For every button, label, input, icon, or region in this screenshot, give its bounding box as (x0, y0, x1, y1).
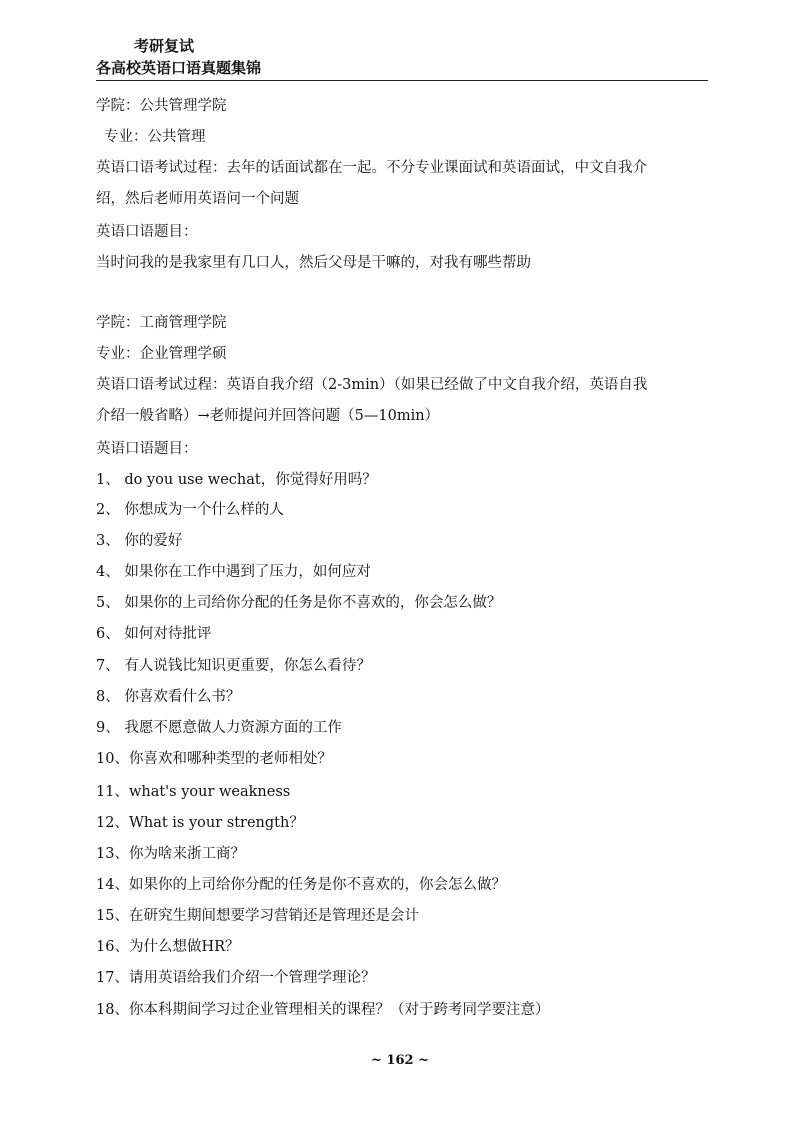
section1-topics-label: 英语口语题目： (96, 224, 198, 240)
question-item: 8、 你喜欢看什么书？ (96, 689, 241, 705)
question-item: 14、如果你的上司给你分配的任务是你不喜欢的，你会怎么做？ (96, 877, 506, 893)
question-item: 16、为什么想做HR？ (96, 939, 240, 955)
section2-process-line1: 英语口语考试过程：英语自我介绍（2-3min）（如果已经做了中文自我介绍，英语自我 (96, 377, 648, 393)
question-item: 11、what's your weakness (96, 784, 291, 800)
question-item: 15、在研究生期间想要学习营销还是管理还是会计 (96, 908, 419, 924)
header-title: 考研复试 (134, 37, 195, 55)
question-item: 1、 do you use wechat，你觉得好用吗？ (96, 472, 377, 488)
question-item: 9、 我愿不愿意做人力资源方面的工作 (96, 720, 342, 736)
section1-process-line1: 英语口语考试过程：去年的话面试都在一起。不分专业课面试和英语面试，中文自我介 (96, 160, 647, 176)
question-item: 7、 有人说钱比知识更重要，你怎么看待？ (96, 658, 371, 674)
question-item: 4、 如果你在工作中遇到了压力，如何应对 (96, 564, 371, 580)
question-item: 10、你喜欢和哪种类型的老师相处？ (96, 751, 332, 767)
section2-topics-label: 英语口语题目： (96, 441, 198, 457)
section2-major: 专业：企业管理学硕 (96, 346, 227, 362)
page-number: ~ 162 ~ (371, 1053, 429, 1068)
header-divider (96, 80, 708, 81)
question-item: 6、 如何对待批评 (96, 626, 212, 642)
page-header (96, 36, 708, 78)
section2-process-line2: 介绍一般省略）→老师提问并回答问题（5—10min） (96, 408, 440, 424)
question-item: 17、请用英语给我们介绍一个管理学理论？ (96, 970, 376, 986)
header-subtitle: 各高校英语口语真题集锦 (96, 59, 262, 77)
question-item: 12、What is your strength？ (96, 815, 304, 831)
question-item: 13、你为啥来浙工商？ (96, 846, 245, 862)
question-item: 3、 你的爱好 (96, 533, 183, 549)
section1-major: 专业：公共管理 (104, 129, 206, 145)
question-item: 5、 如果你的上司给你分配的任务是你不喜欢的，你会怎么做？ (96, 595, 502, 611)
section1-topic: 当时问我的是我家里有几口人，然后父母是干嘛的，对我有哪些帮助 (96, 255, 531, 271)
section2-college: 学院：工商管理学院 (96, 315, 227, 331)
section1-college: 学院：公共管理学院 (96, 98, 227, 114)
question-item: 2、 你想成为一个什么样的人 (96, 502, 284, 518)
question-item: 18、你本科期间学习过企业管理相关的课程？（对于跨考同学要注意） (96, 1002, 550, 1018)
section1-process-line2: 绍，然后老师用英语问一个问题 (96, 191, 299, 207)
